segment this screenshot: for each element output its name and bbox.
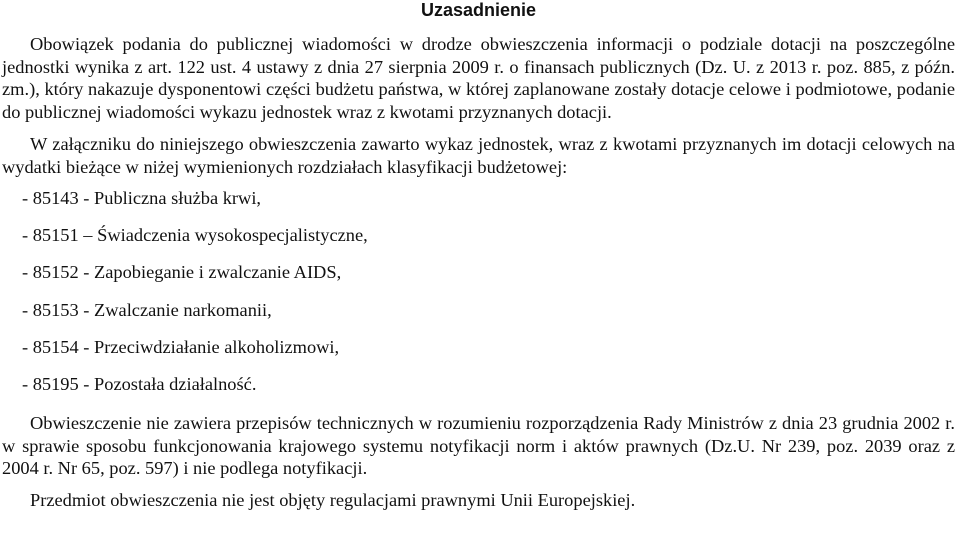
list-item: - 85195 - Pozostała działalność.: [22, 373, 257, 394]
budget-chapter-list: [2, 187, 955, 410]
paragraph-technical-regulations: Obwieszczenie nie zawiera przepisów technicznych w rozumieniu rozporządzenia Rady Ministrów z dnia 23 grudnia 2002 r. w sprawie sposobu funkcjonowania krajowego systemu notyfikacji norm i aktów prawnych (Dz.U. Nr 239, poz. 2039 oraz z 2004 r. Nr 65, poz. 597) i nie podlega notyfikacji.: [2, 413, 955, 479]
list-item: - 85151 – Świadczenia wysokospecjalistyczne,: [22, 225, 368, 246]
paragraph-legal-basis: Obowiązek podania do publicznej wiadomości w drodze obwieszczenia informacji o podziale dotacji na poszczególne jednostki wynika z art. 122 ust. 4 ustawy z dnia 27 sierpnia 2009 r. o finansach publicznych (Dz. U. z 2013 r. poz. 885, z późn. zm.), który nakazuje dysponentowi części budżetu państwa, w której zaplanowane zostały dotacje celowe i podmiotowe, podanie do publicznej wiadomości wykazu jednostek wraz z kwotami przyznanych dotacji.: [2, 34, 955, 122]
list-item: - 85154 - Przeciwdziałanie alkoholizmowi,: [22, 336, 340, 357]
document-page: [2, 0, 955, 511]
list-item: - 85153 - Zwalczanie narkomanii,: [22, 299, 272, 320]
paragraph-attachment-description: W załączniku do niniejszego obwieszczenia zawarto wykaz jednostek, wraz z kwotami przyznanych im dotacji celowych na wydatki bieżące w niżej wymienionych rozdziałach klasyfikacji budżetowej:: [2, 134, 955, 177]
document-title: Uzasadnienie: [420, 0, 537, 20]
list-item: - 85143 - Publiczna służba krwi,: [22, 188, 262, 208]
list-item: - 85152 - Zapobieganie i zwalczanie AIDS,: [22, 262, 342, 283]
paragraph-eu-law: Przedmiot obwieszczenia nie jest objęty regulacjami prawnymi Unii Europejskiej.: [30, 489, 636, 510]
